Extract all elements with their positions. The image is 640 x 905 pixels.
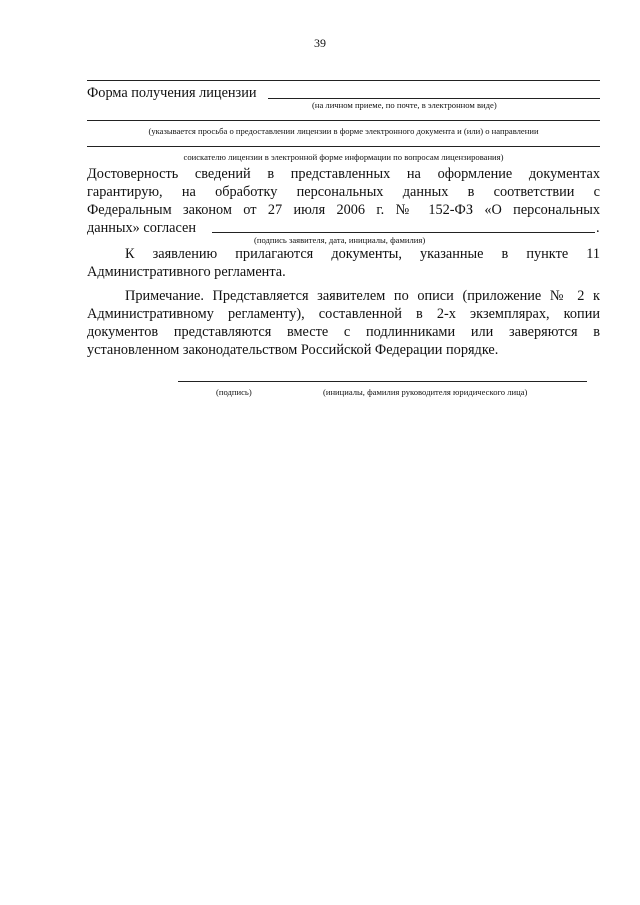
consent-line-4-end: . [596, 220, 600, 236]
license-request-note-2: соискателю лицензии в электронной форме информации по вопросам лицензирования) [183, 152, 504, 162]
signature-field[interactable] [178, 381, 587, 382]
note-line-2: Административному регламенту), составленной в 2-х экземплярах, копии [87, 306, 600, 322]
license-form-label: Форма получения лицензии [87, 85, 257, 101]
attachments-line-2: Административного регламента. [87, 264, 286, 280]
signatory-name-label: (инициалы, фамилия руководителя юридического лица) [323, 387, 528, 397]
consent-line-1: Достоверность сведений в представленных на оформление документах [87, 166, 600, 182]
attachments-line-1: К заявлению прилагаются документы, указанные в пункте 11 [125, 246, 600, 262]
consent-line-3: Федеральным законом от 27 июля 2006 г. № 152-ФЗ «О персональных [87, 202, 600, 218]
consent-signature-field[interactable] [212, 232, 595, 233]
license-request-field[interactable] [87, 120, 600, 121]
page-number: 39 [314, 36, 326, 50]
top-rule [87, 80, 600, 81]
signature-label: (подпись) [216, 387, 252, 397]
license-request-field-2[interactable] [87, 146, 600, 147]
license-form-hint: (на личном приеме, по почте, в электронном виде) [312, 100, 497, 110]
consent-line-2: гарантирую, на обработку персональных данных в соответствии с [87, 184, 600, 200]
license-request-note-1: (указывается просьба о предоставлении лицензии в форме электронного документа и (или) о направлении [148, 126, 539, 136]
license-form-field[interactable] [268, 98, 600, 99]
note-line-4: установленном законодательством Российской Федерации порядке. [87, 342, 499, 358]
note-line-1: Примечание. Представляется заявителем по описи (приложение № 2 к [125, 288, 600, 304]
consent-line-4: данных» согласен [87, 220, 197, 236]
consent-signature-hint: (подпись заявителя, дата, инициалы, фамилия) [254, 235, 426, 245]
note-line-3: документов представляются вместе с подлинниками или заверяются в [87, 324, 600, 340]
